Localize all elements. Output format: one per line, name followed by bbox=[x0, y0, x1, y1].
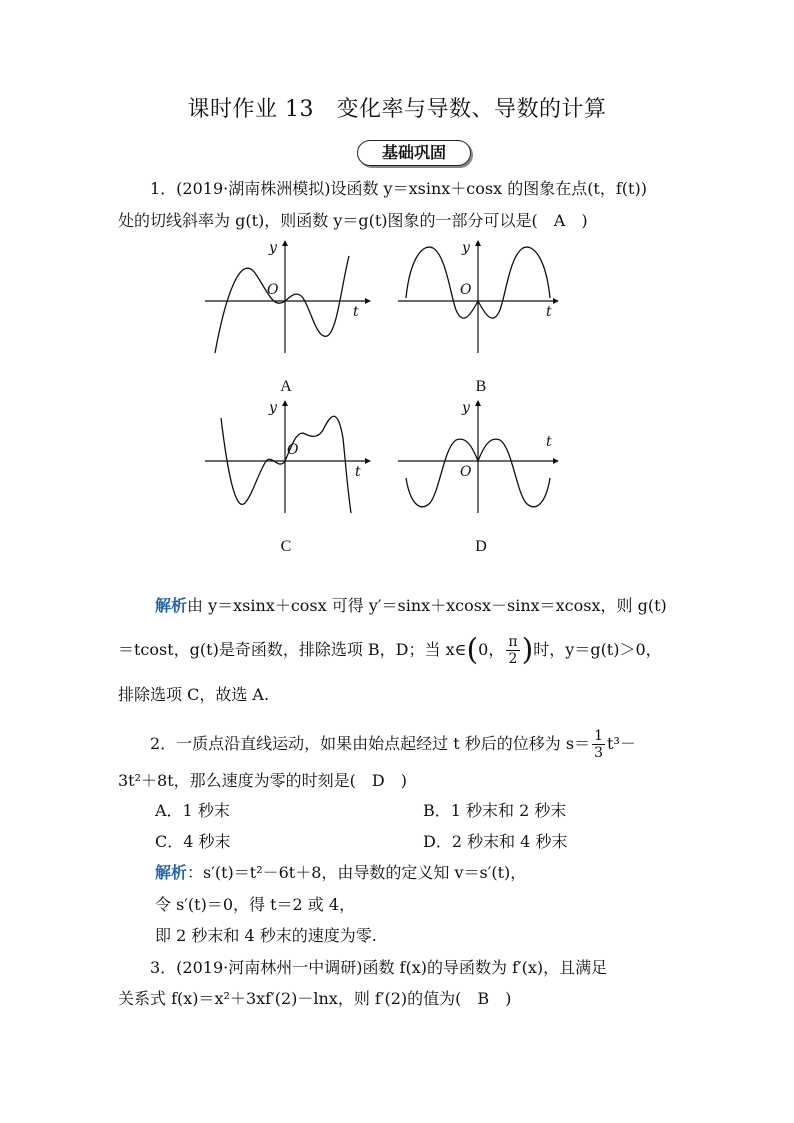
t-axis-label: t bbox=[353, 304, 359, 320]
t-axis-label: t bbox=[546, 434, 552, 450]
graph-a-label: A bbox=[280, 378, 292, 395]
frac-numerator: 1 bbox=[594, 728, 604, 744]
q2-analysis-line2: 令 s′(t)＝0，得 t＝2 或 4， bbox=[155, 895, 356, 914]
q2-option-c: C．4 秒末 bbox=[155, 832, 231, 851]
t-axis-label: t bbox=[546, 304, 552, 320]
y-axis-label: y bbox=[269, 400, 277, 416]
frac-denominator: 2 bbox=[508, 651, 518, 667]
origin-label: O bbox=[460, 464, 472, 480]
frac-numerator: π bbox=[508, 634, 518, 650]
q3-line2: 关系式 f(x)＝x²＋3xf′(2)－lnx，则 f′(2)的值为( B ) bbox=[118, 989, 512, 1008]
graph-b bbox=[398, 238, 568, 353]
t-axis-label: t bbox=[355, 464, 361, 480]
origin-label: O bbox=[267, 282, 279, 298]
y-axis-label: y bbox=[269, 240, 277, 256]
graph-d bbox=[398, 398, 568, 513]
y-axis-label: y bbox=[462, 240, 470, 256]
page-title: 课时作业 13 变化率与导数、导数的计算 bbox=[187, 97, 607, 122]
q1-analysis-line3: 排除选项 C，故选 A. bbox=[118, 685, 270, 704]
section-badge: 基础巩固 bbox=[357, 140, 471, 166]
q2-analysis-text1: ：s′(t)＝t²－6t＋8，由导数的定义知 v＝s′(t)， bbox=[187, 863, 527, 882]
q1-interval-left: 0， bbox=[478, 640, 505, 659]
q2-option-a: A．1 秒末 bbox=[155, 801, 230, 820]
origin-label: O bbox=[460, 282, 472, 298]
q3-line1: 3．(2019·河南林州一中调研)函数 f(x)的导函数为 f′(x)，且满足 bbox=[150, 958, 608, 977]
q1-analysis-text1: 由 y＝xsinx＋cosx 可得 y′＝sinx＋xcosx－sinx＝xcosx，则 g(t) bbox=[187, 596, 667, 615]
graph-a bbox=[205, 238, 375, 353]
q1-analysis-line2: ＝tcost，g(t)是奇函数，排除选项 B，D；当 x∈(0， $\frac{\pi}{2}$ )时，y＝g(t)＞0， bbox=[118, 632, 662, 668]
graph-c bbox=[205, 398, 375, 513]
q2-text1: 2．一质点沿直线运动，如果由始点起经过 t 秒后的位移为 s＝ bbox=[150, 734, 591, 753]
q1-line1: 1．(2019·湖南株洲模拟)设函数 y＝xsinx＋cosx 的图象在点(t，f(t)) bbox=[150, 179, 647, 198]
q1-analysis-text2a: ＝tcost，g(t)是奇函数，排除选项 B，D；当 x∈ bbox=[118, 640, 467, 659]
q2-text1-tail: t³－ bbox=[607, 734, 636, 753]
graph-d-label: D bbox=[475, 538, 487, 555]
analysis-label: 解析 bbox=[155, 863, 188, 882]
q2-line2: 3t²＋8t，那么速度为零的时刻是( D ) bbox=[118, 771, 407, 790]
q2-option-d: D．2 秒末和 4 秒末 bbox=[423, 832, 568, 851]
q2-line1 bbox=[150, 722, 636, 766]
q2-option-b: B．1 秒末和 2 秒末 bbox=[423, 801, 567, 820]
analysis-label: 解析 bbox=[155, 596, 188, 615]
graph-c-label: C bbox=[280, 538, 292, 555]
origin-label: O bbox=[287, 442, 299, 458]
q1-analysis-text2b: 时，y＝g(t)＞0， bbox=[533, 640, 662, 659]
q2-analysis-line1 bbox=[155, 862, 526, 884]
q1-line2: 处的切线斜率为 g(t)，则函数 y＝g(t)图象的一部分可以是( A ) bbox=[118, 211, 588, 230]
graph-b-label: B bbox=[475, 378, 487, 395]
y-axis-label: y bbox=[462, 400, 470, 416]
q2-analysis-line3: 即 2 秒末和 4 秒末的速度为零. bbox=[155, 926, 377, 945]
pi-over-2-fraction bbox=[506, 634, 519, 667]
q1-analysis-line1 bbox=[155, 595, 667, 617]
frac-denominator: 3 bbox=[594, 745, 604, 761]
one-third-fraction bbox=[592, 728, 605, 761]
